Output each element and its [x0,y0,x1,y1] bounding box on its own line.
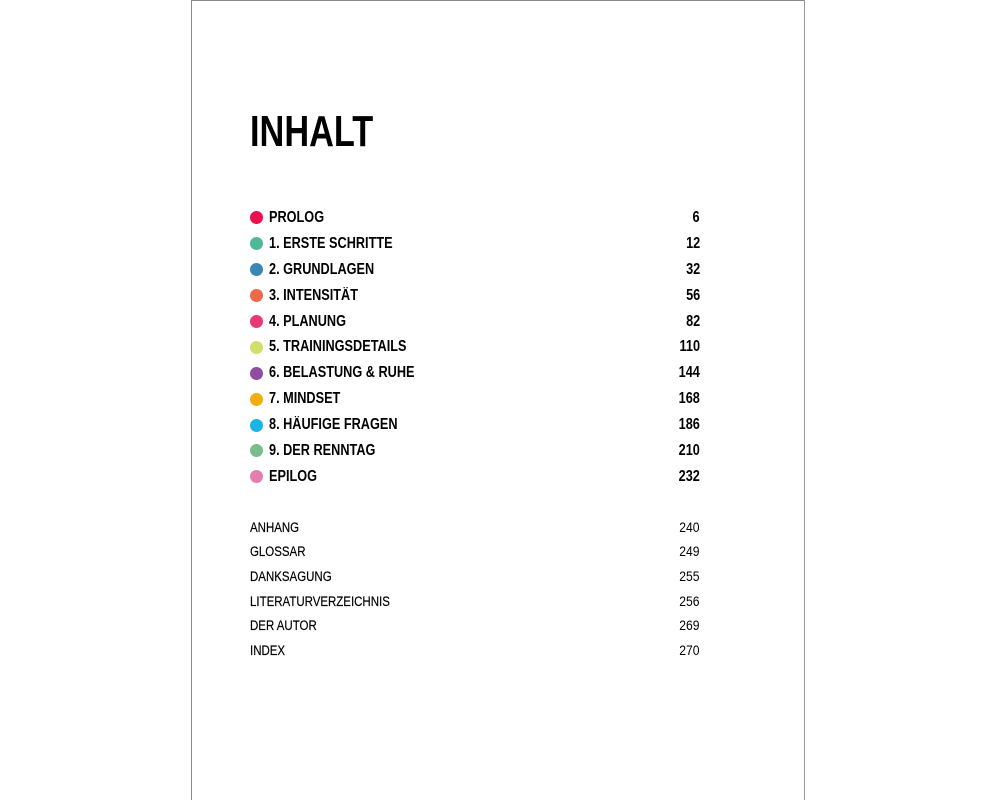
chapter-title: 9. DER RENNTAG [269,441,376,459]
bullet-dot-icon [250,367,263,380]
chapter-title: EPILOG [269,467,318,485]
chapter-page-number: 6 [692,208,700,226]
chapter-page-number: 82 [685,312,700,330]
appendix-title: GLOSSAR [250,544,306,560]
appendix-page-number: 249 [679,544,700,560]
chapter-page-number: 12 [685,234,700,252]
toc-entry-chapter-1[interactable] [250,231,700,257]
bullet-dot-icon [250,419,263,432]
chapter-page-number: 144 [678,364,700,382]
toc-entry-danksagung[interactable] [250,564,700,589]
page-title: INHALT [250,107,374,156]
chapter-title: 2. GRUNDLAGEN [269,260,375,278]
appendix-title: LITERATURVERZEICHNIS [250,593,390,609]
chapter-page-number: 232 [678,467,700,485]
document-page [191,0,805,800]
toc-entry-prolog[interactable] [250,205,700,231]
toc-entry-literaturverzeichnis[interactable] [250,589,700,614]
appendix-title: DER AUTOR [250,618,317,634]
chapter-page-number: 32 [685,260,700,278]
chapter-page-number: 56 [685,286,700,304]
chapter-title: 3. INTENSITÄT [269,286,358,304]
chapter-page-number: 168 [678,390,700,408]
bullet-dot-icon [250,263,263,276]
bullet-dot-icon [250,237,263,250]
appendix-title: ANHANG [250,519,300,535]
toc-entry-chapter-8[interactable] [250,412,700,438]
toc-entry-chapter-2[interactable] [250,257,700,283]
appendix-page-number: 256 [679,593,700,609]
bullet-dot-icon [250,315,263,328]
toc-entry-chapter-9[interactable] [250,438,700,464]
chapter-title: 7. MINDSET [269,390,341,408]
toc-entry-glossar[interactable] [250,540,700,565]
bullet-dot-icon [250,341,263,354]
chapter-page-number: 110 [679,338,700,356]
toc-entry-anhang[interactable] [250,515,700,540]
chapter-title: 6. BELASTUNG & RUHE [269,364,415,382]
bullet-dot-icon [250,393,263,406]
chapter-page-number: 210 [678,441,700,459]
toc-entry-chapter-3[interactable] [250,283,700,309]
chapter-list [250,205,700,490]
appendix-list [250,515,700,663]
appendix-page-number: 255 [679,568,700,584]
toc-entry-der-autor[interactable] [250,613,700,638]
toc-entry-chapter-7[interactable] [250,386,700,412]
appendix-page-number: 240 [679,519,700,535]
toc-entry-chapter-4[interactable] [250,309,700,335]
chapter-title: 5. TRAININGSDETAILS [269,338,407,356]
appendix-page-number: 269 [679,618,700,634]
toc-entry-index[interactable] [250,638,700,663]
appendix-title: DANKSAGUNG [250,568,332,584]
toc-entry-epilog[interactable] [250,464,700,490]
chapter-title: 4. PLANUNG [269,312,346,330]
toc-entry-chapter-5[interactable] [250,334,700,360]
appendix-page-number: 270 [679,642,700,658]
bullet-dot-icon [250,289,263,302]
bullet-dot-icon [250,470,263,483]
bullet-dot-icon [250,211,263,224]
appendix-title: INDEX [250,642,286,658]
chapter-title: 1. ERSTE SCHRITTE [269,234,393,252]
chapter-title: PROLOG [269,208,325,226]
toc-entry-chapter-6[interactable] [250,360,700,386]
bullet-dot-icon [250,444,263,457]
chapter-page-number: 186 [678,416,700,434]
chapter-title: 8. HÄUFIGE FRAGEN [269,416,398,434]
